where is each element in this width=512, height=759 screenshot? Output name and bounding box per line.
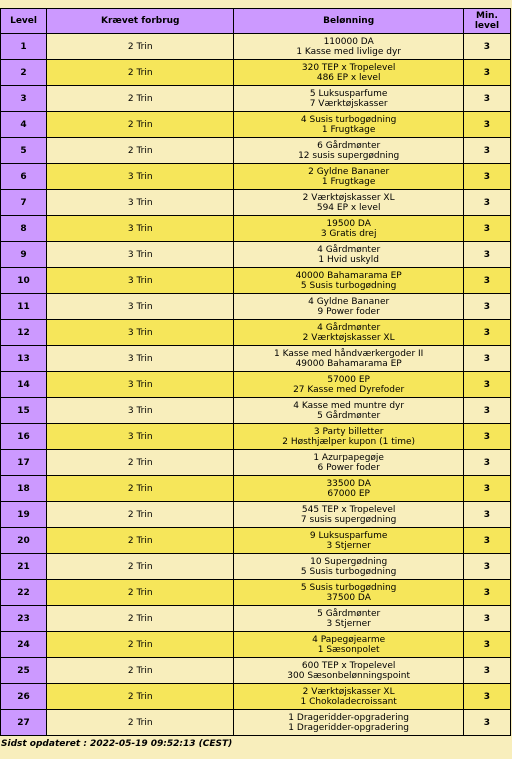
min-level-cell: 3	[464, 190, 510, 215]
reward-line: 2 Gyldne Bananer	[308, 166, 390, 177]
table-row	[1, 424, 510, 449]
table-row	[1, 398, 510, 423]
table-row	[1, 346, 510, 371]
required-cell: 3 Trin	[47, 294, 233, 319]
required-cell: 2 Trin	[47, 684, 233, 709]
table-row	[1, 476, 510, 501]
reward-line: 545 TEP x Tropelevel	[301, 504, 396, 515]
min-level-cell: 3	[464, 216, 510, 241]
required-cell: 3 Trin	[47, 268, 233, 293]
min-level-cell: 3	[464, 684, 510, 709]
reward-line: 4 Susis turbogødning	[300, 114, 397, 125]
table-row	[1, 580, 510, 605]
min-level-cell: 3	[464, 398, 510, 423]
required-cell: 2 Trin	[47, 138, 233, 163]
table-row	[1, 190, 510, 215]
required-cell: 3 Trin	[47, 216, 233, 241]
reward-line: 5 Gårdmønter	[317, 608, 381, 619]
level-cell: 22	[1, 580, 46, 605]
required-cell: 3 Trin	[47, 398, 233, 423]
min-level-cell: 3	[464, 346, 510, 371]
required-cell: 3 Trin	[47, 164, 233, 189]
min-level-cell: 3	[464, 580, 510, 605]
reward-line: 320 TEP x Tropelevel	[301, 62, 396, 73]
table-body	[1, 34, 510, 735]
level-cell: 12	[1, 320, 46, 345]
reward-cell	[234, 476, 462, 501]
level-cell: 11	[1, 294, 46, 319]
reward-cell	[234, 216, 462, 241]
reward-line: 110000 DA	[323, 36, 374, 47]
table-row	[1, 372, 510, 397]
reward-line: 2 Høsthjælper kupon (1 time)	[282, 436, 416, 447]
reward-line: 9 Luksusparfume	[309, 530, 388, 541]
header-min-level: Min. level	[464, 9, 510, 33]
reward-line: 3 Stjerner	[326, 540, 371, 551]
min-level-cell: 3	[464, 476, 510, 501]
reward-line: 1 Kasse med livlige dyr	[296, 46, 401, 57]
level-cell: 18	[1, 476, 46, 501]
rewards-table	[0, 8, 511, 736]
table-row	[1, 34, 510, 59]
reward-line: 10 Supergødning	[310, 556, 388, 567]
reward-line: 1 Chokoladecroissant	[300, 696, 397, 707]
level-cell: 23	[1, 606, 46, 631]
table-row	[1, 450, 510, 475]
reward-line: 5 Gårdmønter	[317, 410, 381, 421]
required-cell: 2 Trin	[47, 528, 233, 553]
reward-cell	[234, 580, 462, 605]
required-cell: 2 Trin	[47, 710, 233, 735]
reward-line: 4 Gårdmønter	[317, 322, 381, 333]
level-cell: 8	[1, 216, 46, 241]
reward-line: 1 Drageridder-opgradering	[288, 712, 409, 723]
level-cell: 14	[1, 372, 46, 397]
level-cell: 3	[1, 86, 46, 111]
reward-line: 594 EP x level	[316, 202, 381, 213]
required-cell: 2 Trin	[47, 658, 233, 683]
reward-line: 3 Gratis drej	[320, 228, 377, 239]
table-row	[1, 606, 510, 631]
reward-cell	[234, 554, 462, 579]
reward-line: 4 Gyldne Bananer	[308, 296, 390, 307]
required-cell: 2 Trin	[47, 60, 233, 85]
required-cell: 2 Trin	[47, 606, 233, 631]
min-level-cell: 3	[464, 320, 510, 345]
reward-line: 5 Susis turbogødning	[300, 280, 397, 291]
reward-line: 27 Kasse med Dyrefoder	[293, 384, 405, 395]
reward-line: 1 Frugtkage	[321, 176, 376, 187]
header-level: Level	[1, 9, 46, 33]
reward-cell	[234, 528, 462, 553]
min-level-cell: 3	[464, 424, 510, 449]
reward-line: 4 Papegøjearme	[312, 634, 386, 645]
min-level-cell: 3	[464, 710, 510, 735]
reward-line: 5 Luksusparfume	[309, 88, 388, 99]
reward-line: 1 Sæsonpolet	[317, 644, 380, 655]
min-level-cell: 3	[464, 502, 510, 527]
reward-cell	[234, 138, 462, 163]
table-row	[1, 138, 510, 163]
min-level-cell: 3	[464, 554, 510, 579]
min-level-cell: 3	[464, 86, 510, 111]
required-cell: 2 Trin	[47, 632, 233, 657]
reward-line: 7 susis supergødning	[300, 514, 397, 525]
reward-line: 19500 DA	[326, 218, 371, 229]
reward-line: 4 Kasse med muntre dyr	[293, 400, 405, 411]
header-reward: Belønning	[234, 9, 462, 33]
reward-cell	[234, 398, 462, 423]
table-row	[1, 294, 510, 319]
table-row	[1, 216, 510, 241]
min-level-cell: 3	[464, 60, 510, 85]
min-level-cell: 3	[464, 372, 510, 397]
level-cell: 10	[1, 268, 46, 293]
reward-cell	[234, 164, 462, 189]
level-cell: 5	[1, 138, 46, 163]
reward-line: 600 TEP x Tropelevel	[301, 660, 396, 671]
level-cell: 17	[1, 450, 46, 475]
table-row	[1, 684, 510, 709]
level-cell: 24	[1, 632, 46, 657]
table-row	[1, 528, 510, 553]
table-row	[1, 554, 510, 579]
level-cell: 16	[1, 424, 46, 449]
reward-cell	[234, 320, 462, 345]
reward-line: 1 Azurpapegøje	[313, 452, 384, 463]
required-cell: 2 Trin	[47, 554, 233, 579]
level-cell: 6	[1, 164, 46, 189]
reward-cell	[234, 294, 462, 319]
min-level-cell: 3	[464, 242, 510, 267]
table-row	[1, 710, 510, 735]
table-row	[1, 242, 510, 267]
min-level-cell: 3	[464, 450, 510, 475]
level-cell: 19	[1, 502, 46, 527]
reward-cell	[234, 502, 462, 527]
reward-cell	[234, 684, 462, 709]
table-row	[1, 658, 510, 683]
reward-line: 57000 EP	[327, 374, 370, 385]
reward-line: 2 Værktøjskasser XL	[302, 686, 395, 697]
min-level-cell: 3	[464, 606, 510, 631]
reward-line: 12 susis supergødning	[298, 150, 400, 161]
min-level-cell: 3	[464, 164, 510, 189]
required-cell: 3 Trin	[47, 372, 233, 397]
reward-line: 1 Drageridder-opgradering	[288, 722, 409, 733]
required-cell: 3 Trin	[47, 320, 233, 345]
required-cell: 3 Trin	[47, 190, 233, 215]
reward-line: 1 Hvid uskyld	[318, 254, 379, 265]
min-level-cell: 3	[464, 658, 510, 683]
level-cell: 27	[1, 710, 46, 735]
level-cell: 13	[1, 346, 46, 371]
reward-line: 49000 Bahamarama EP	[295, 358, 402, 369]
required-cell: 2 Trin	[47, 580, 233, 605]
level-cell: 1	[1, 34, 46, 59]
min-level-cell: 3	[464, 632, 510, 657]
min-level-cell: 3	[464, 34, 510, 59]
reward-cell	[234, 34, 462, 59]
reward-cell	[234, 372, 462, 397]
required-cell: 2 Trin	[47, 34, 233, 59]
level-cell: 26	[1, 684, 46, 709]
table-row	[1, 320, 510, 345]
min-level-cell: 3	[464, 294, 510, 319]
required-cell: 2 Trin	[47, 502, 233, 527]
reward-line: 5 Susis turbogødning	[300, 582, 397, 593]
reward-cell	[234, 606, 462, 631]
reward-cell	[234, 112, 462, 137]
table-row	[1, 164, 510, 189]
reward-line: 67000 EP	[327, 488, 370, 499]
reward-cell	[234, 658, 462, 683]
reward-cell	[234, 346, 462, 371]
reward-line: 4 Gårdmønter	[317, 244, 381, 255]
last-updated: Sidst opdateret : 2022-05-19 09:52:13 (CEST)	[1, 739, 233, 749]
reward-line: 300 Sæsonbelønningspoint	[287, 670, 411, 681]
min-level-cell: 3	[464, 268, 510, 293]
required-cell: 3 Trin	[47, 424, 233, 449]
header-row	[1, 9, 510, 33]
level-cell: 4	[1, 112, 46, 137]
level-cell: 25	[1, 658, 46, 683]
reward-cell	[234, 60, 462, 85]
reward-line: 2 Værktøjskasser XL	[302, 332, 395, 343]
required-cell: 2 Trin	[47, 450, 233, 475]
reward-line: 6 Power foder	[317, 462, 380, 473]
reward-cell	[234, 710, 462, 735]
reward-line: 7 Værktøjskasser	[309, 98, 388, 109]
reward-cell	[234, 190, 462, 215]
table-row	[1, 60, 510, 85]
reward-line: 3 Party billetter	[313, 426, 384, 437]
required-cell: 2 Trin	[47, 86, 233, 111]
reward-line: 2 Værktøjskasser XL	[302, 192, 395, 203]
min-level-cell: 3	[464, 112, 510, 137]
reward-cell	[234, 242, 462, 267]
reward-line: 40000 Bahamarama EP	[295, 270, 402, 281]
required-cell: 3 Trin	[47, 242, 233, 267]
reward-cell	[234, 632, 462, 657]
table-row	[1, 268, 510, 293]
reward-line: 3 Stjerner	[326, 618, 371, 629]
reward-cell	[234, 86, 462, 111]
reward-cell	[234, 424, 462, 449]
level-cell: 21	[1, 554, 46, 579]
required-cell: 3 Trin	[47, 346, 233, 371]
reward-line: 1 Frugtkage	[321, 124, 376, 135]
reward-cell	[234, 268, 462, 293]
required-cell: 2 Trin	[47, 112, 233, 137]
header-required: Krævet forbrug	[47, 9, 233, 33]
table-row	[1, 86, 510, 111]
level-cell: 7	[1, 190, 46, 215]
level-cell: 2	[1, 60, 46, 85]
level-cell: 20	[1, 528, 46, 553]
table-row	[1, 502, 510, 527]
reward-line: 37500 DA	[326, 592, 371, 603]
required-cell: 2 Trin	[47, 476, 233, 501]
reward-line: 33500 DA	[326, 478, 371, 489]
level-cell: 9	[1, 242, 46, 267]
reward-line: 9 Power foder	[317, 306, 380, 317]
reward-line: 6 Gårdmønter	[317, 140, 381, 151]
reward-line: 1 Kasse med håndværkergoder II	[274, 348, 424, 359]
reward-cell	[234, 450, 462, 475]
reward-line: 5 Susis turbogødning	[300, 566, 397, 577]
reward-line: 486 EP x level	[316, 72, 381, 83]
min-level-cell: 3	[464, 528, 510, 553]
table-row	[1, 112, 510, 137]
level-cell: 15	[1, 398, 46, 423]
table-row	[1, 632, 510, 657]
min-level-cell: 3	[464, 138, 510, 163]
